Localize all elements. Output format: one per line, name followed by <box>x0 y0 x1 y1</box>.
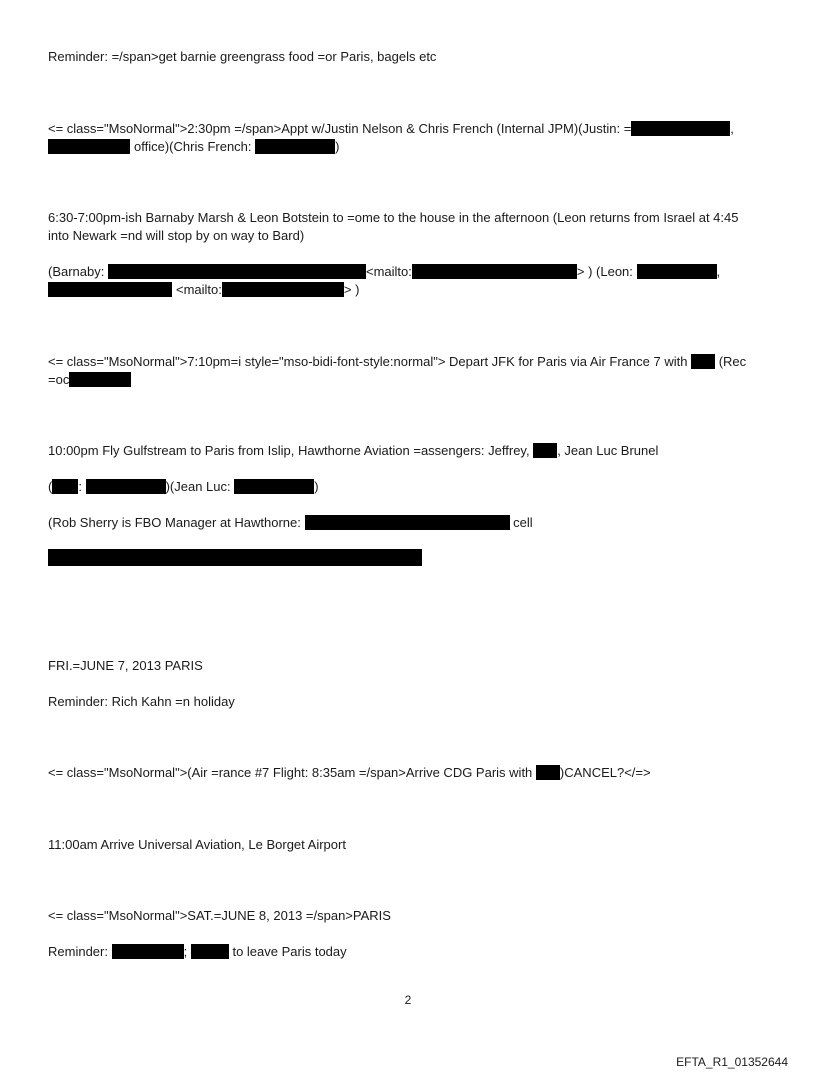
text: > ) (Leon: <box>576 264 633 279</box>
text: Reminder: =/span>get barnie greengrass food =or Paris, bagels etc <box>48 49 437 64</box>
barnaby-leon-line-2 <box>48 227 304 245</box>
redacted-line <box>48 549 422 568</box>
text: cell <box>513 515 533 530</box>
text: <= class="MsoNormal">(Air =rance #7 Flight: 8:35am =/span>Arrive CDG Paris with <box>48 765 533 780</box>
text: : <box>78 479 82 494</box>
redaction-box <box>108 264 366 279</box>
text: <= class="MsoNormal">2:30pm =/span>Appt w/Justin Nelson & Chris French (Internal JPM)(Justin: = <box>48 121 632 136</box>
page-number: 2 <box>404 993 412 1007</box>
text: 6:30-7:00pm-ish Barnaby Marsh & Leon Botstein to =ome to the house in the afternoon (Leon returns from Israel at 4:45 <box>48 210 739 225</box>
document-id: EFTA_R1_01352644 <box>676 1055 788 1069</box>
leon-contact-line <box>48 281 359 299</box>
redaction-box <box>222 282 344 297</box>
text: to leave Paris today <box>232 944 347 959</box>
text: ; <box>183 944 188 959</box>
barnaby-leon-line <box>48 209 739 227</box>
depart-jfk-line-2 <box>48 371 131 389</box>
redaction-box <box>112 944 184 959</box>
text: 11:00am Arrive Universal Aviation, Le Borget Airport <box>48 837 346 852</box>
text: , <box>730 121 734 136</box>
text: <mailto: <box>176 282 222 297</box>
text: (Rec <box>718 354 747 369</box>
redaction-box <box>691 354 715 369</box>
redaction-box <box>631 121 730 136</box>
barnaby-contact-line <box>48 263 720 281</box>
text: office)(Chris French: <box>134 139 252 154</box>
air-france-arrive-line <box>48 764 651 782</box>
text: (Rob Sherry is FBO Manager at Hawthorne: <box>48 515 301 530</box>
text: )CANCEL?</=> <box>559 765 651 780</box>
text: , Jean Luc Brunel <box>557 443 659 458</box>
redaction-box <box>533 443 557 458</box>
text: =oc <box>48 372 70 387</box>
rich-kahn-reminder <box>48 693 235 711</box>
leave-paris-reminder <box>48 943 347 961</box>
reminder-line-bagels <box>48 48 436 66</box>
redaction-box <box>48 139 130 154</box>
passenger-contacts-line <box>48 478 319 496</box>
redaction-box <box>255 139 335 154</box>
text: ( <box>48 479 53 494</box>
le-borget-line <box>48 836 346 854</box>
redaction-box <box>637 264 717 279</box>
text: Reminder: Rich Kahn =n holiday <box>48 694 235 709</box>
redaction-box <box>536 765 560 780</box>
text: ) <box>314 479 319 494</box>
redaction-box <box>412 264 577 279</box>
fri-date-heading <box>48 657 203 675</box>
text: into Newark =nd will stop by on way to Bard) <box>48 228 305 243</box>
depart-jfk-line <box>48 353 746 371</box>
redaction-box <box>48 282 172 297</box>
text: (Barnaby: <box>48 264 105 279</box>
text: )(Jean Luc: <box>165 479 231 494</box>
appt-justin-line-2 <box>48 138 339 156</box>
redaction-box <box>86 479 166 494</box>
text: ) <box>335 139 340 154</box>
text: <= class="MsoNormal">SAT.=JUNE 8, 2013 =/span>PARIS <box>48 908 391 923</box>
sat-date-heading <box>48 907 391 925</box>
text: <= class="MsoNormal">7:10pm=i style="mso-bidi-font-style:normal"> Depart JFK for Paris via Air France 7 with <box>48 354 688 369</box>
text: , <box>716 264 721 279</box>
redaction-box <box>191 944 229 959</box>
redaction-box <box>48 549 422 566</box>
text: FRI.=JUNE 7, 2013 PARIS <box>48 658 203 673</box>
text: <mailto: <box>366 264 412 279</box>
text: 10:00pm Fly Gulfstream to Paris from Islip, Hawthorne Aviation =assengers: Jeffrey, <box>48 443 530 458</box>
redaction-box <box>69 372 131 387</box>
appt-justin-line <box>48 120 734 138</box>
fbo-manager-line <box>48 514 533 532</box>
gulfstream-line <box>48 442 658 460</box>
text: > ) <box>343 282 360 297</box>
text: Reminder: <box>48 944 108 959</box>
redaction-box <box>234 479 314 494</box>
redaction-box <box>52 479 78 494</box>
redaction-box <box>305 515 510 530</box>
